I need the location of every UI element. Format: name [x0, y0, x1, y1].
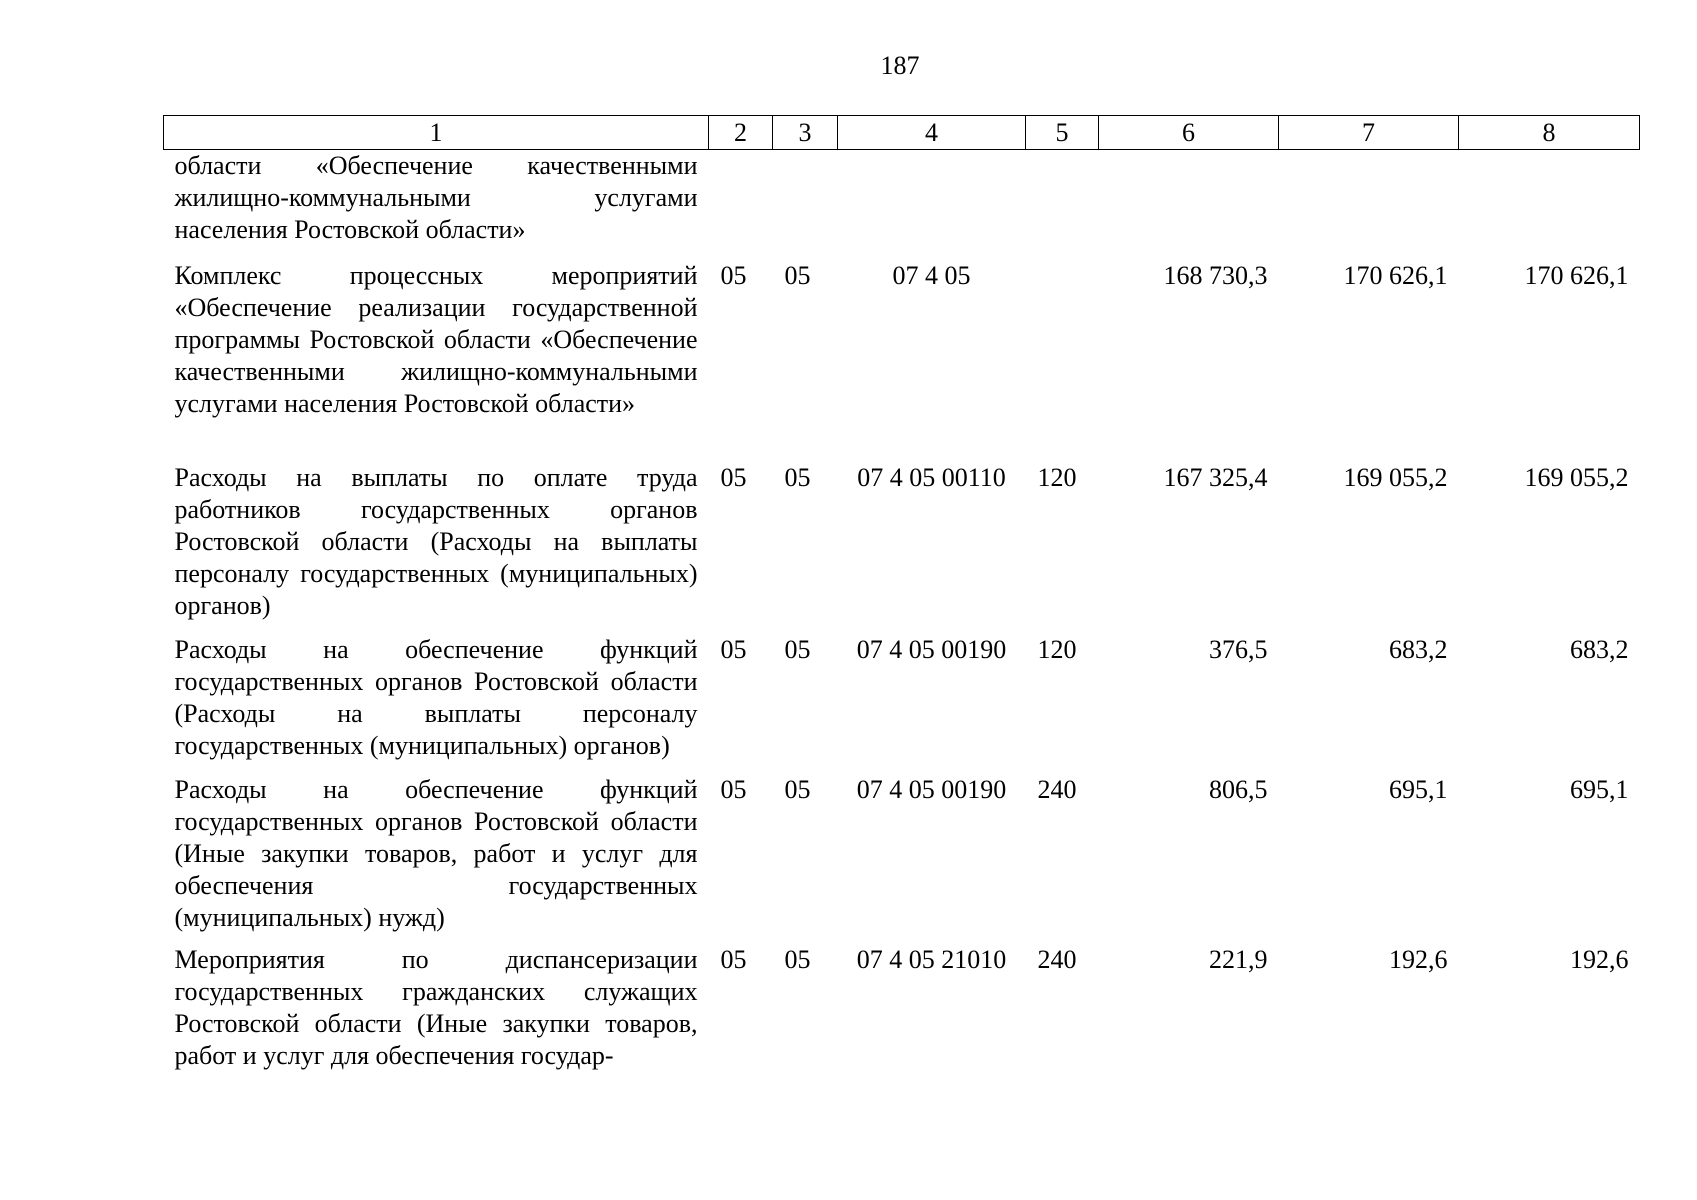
row-amount-year3: 695,1 — [1570, 774, 1629, 804]
row-amount-year3: 169 055,2 — [1524, 462, 1629, 492]
row-description: Расходы на обеспечение функций государственных органов Ростовской области (Иные закупки товаров, работ и услуг для обеспечения государственных (муниципальных) нужд) — [174, 774, 698, 932]
table-header-row — [164, 116, 1640, 150]
row-target-item — [838, 150, 1026, 260]
header-cell-1: 1 — [164, 116, 709, 150]
row-target-item: 07 4 05 21010 — [856, 944, 1007, 974]
row-target-item: 07 4 05 00110 — [857, 462, 1006, 492]
row-amount-year2 — [1279, 150, 1459, 260]
header-cell-5: 5 — [1026, 116, 1099, 150]
row-description: области «Обеспечение качественными жилищно-коммунальными услугами населения Ростовской области» — [174, 151, 698, 244]
row-amount-year2: 170 626,1 — [1343, 260, 1448, 290]
row-section — [709, 150, 773, 260]
row-amount-year1: 376,5 — [1209, 634, 1268, 664]
row-amount-year1: 168 730,3 — [1163, 260, 1268, 290]
row-subsection: 05 — [784, 634, 811, 664]
header-cell-6: 6 — [1099, 116, 1279, 150]
row-description: Мероприятия по диспансеризации государственных гражданских служащих Ростовской области (Иные закупки товаров, работ и услуг для обеспечения государ- — [174, 944, 698, 1070]
row-subsection: 05 — [784, 260, 811, 290]
row-amount-year2: 683,2 — [1389, 634, 1448, 664]
row-expense-type: 120 — [1037, 462, 1077, 492]
budget-table — [163, 115, 1640, 1072]
row-subsection: 05 — [784, 462, 811, 492]
row-expense-type: 240 — [1037, 774, 1077, 804]
header-cell-7: 7 — [1279, 116, 1459, 150]
table-row — [164, 774, 1640, 944]
row-description: Расходы на выплаты по оплате труда работников государственных органов Ростовской области (Расходы на выплаты персоналу государственных (муниципальных) органов) — [174, 462, 698, 620]
row-expense-type: 120 — [1037, 634, 1077, 664]
header-cell-8: 8 — [1459, 116, 1640, 150]
table-row — [164, 260, 1640, 462]
header-cell-2: 2 — [709, 116, 773, 150]
row-amount-year2: 695,1 — [1389, 774, 1448, 804]
header-cell-4: 4 — [838, 116, 1026, 150]
row-subsection: 05 — [784, 774, 811, 804]
row-section: 05 — [720, 634, 747, 664]
row-expense-type: 240 — [1037, 944, 1077, 974]
table-row — [164, 634, 1640, 774]
row-expense-type — [1026, 260, 1099, 462]
row-section: 05 — [720, 774, 747, 804]
row-subsection: 05 — [784, 944, 811, 974]
row-target-item: 07 4 05 00190 — [856, 774, 1007, 804]
row-description: Комплекс процессных мероприятий «Обеспечение реализации государственной программы Ростовской области «Обеспечение качественными жилищно-коммунальными услугами населения Ростовской области» — [174, 260, 698, 418]
row-amount-year3: 170 626,1 — [1524, 260, 1629, 290]
header-cell-3: 3 — [773, 116, 838, 150]
table-row — [164, 462, 1640, 634]
row-amount-year1: 221,9 — [1209, 944, 1268, 974]
row-target-item: 07 4 05 00190 — [856, 634, 1007, 664]
row-expense-type — [1026, 150, 1099, 260]
row-amount-year1: 806,5 — [1209, 774, 1268, 804]
row-section: 05 — [720, 260, 747, 290]
row-amount-year2: 192,6 — [1389, 944, 1448, 974]
row-description: Расходы на обеспечение функций государственных органов Ростовской области (Расходы на выплаты персоналу государственных (муниципальных) органов) — [174, 634, 698, 760]
row-target-item: 07 4 05 — [892, 260, 971, 290]
row-section: 05 — [720, 462, 747, 492]
table-row — [164, 150, 1640, 260]
table-row — [164, 944, 1640, 1072]
row-amount-year2: 169 055,2 — [1343, 462, 1448, 492]
page-number: 187 — [880, 51, 920, 80]
row-amount-year1 — [1099, 150, 1279, 260]
row-amount-year3: 192,6 — [1570, 944, 1629, 974]
row-amount-year3: 683,2 — [1570, 634, 1629, 664]
row-section: 05 — [720, 944, 747, 974]
row-amount-year1: 167 325,4 — [1163, 462, 1268, 492]
row-amount-year3 — [1459, 150, 1640, 260]
row-subsection — [773, 150, 838, 260]
